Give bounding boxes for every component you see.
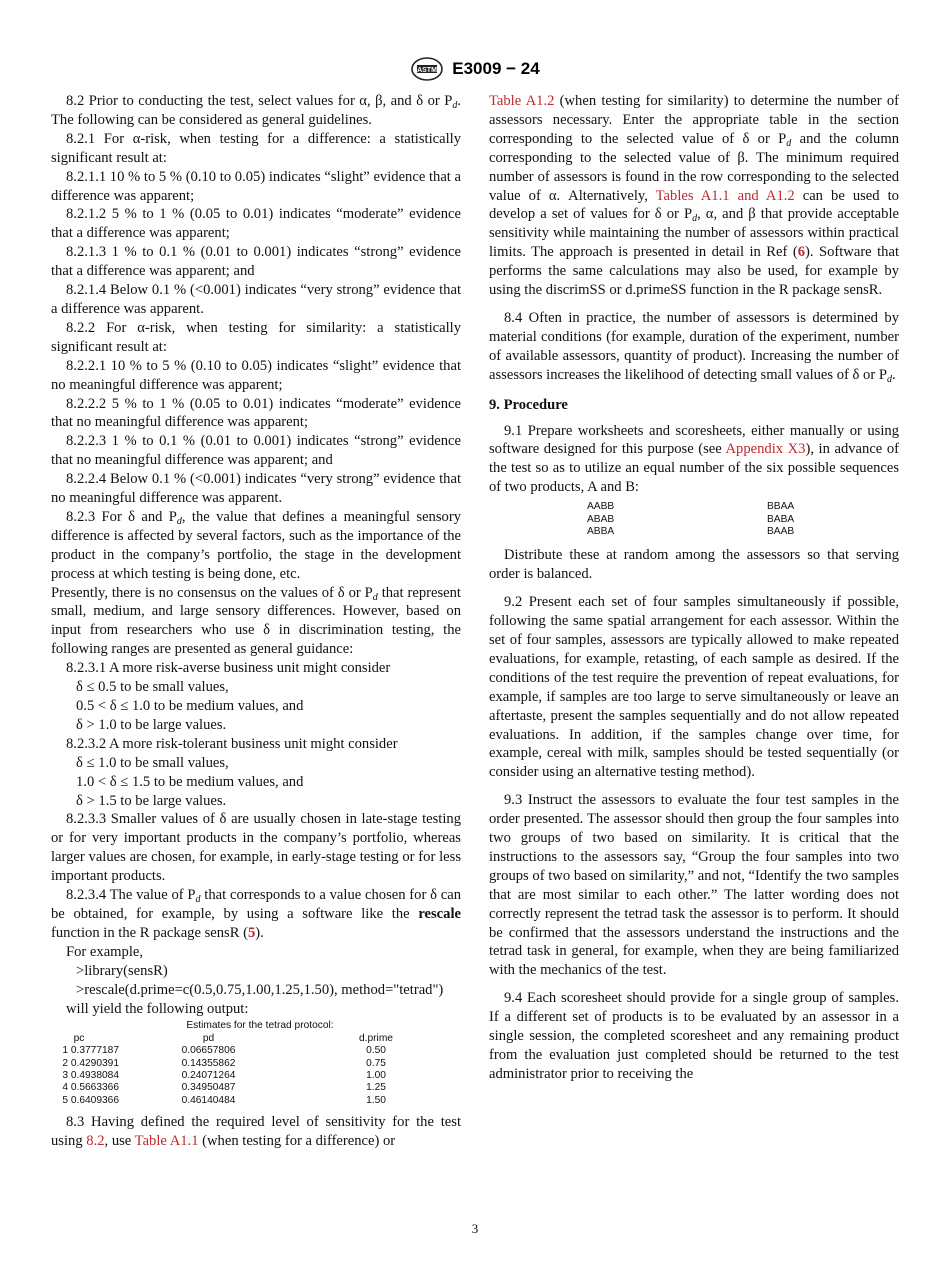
paragraph-8-2-2-1: 8.2.2.1 10 % to 5 % (0.10 to 0.05) indicates “slight” evidence that no meaningful difference was apparent; [51, 357, 461, 393]
table-row [51, 1082, 461, 1094]
appendix-link[interactable]: Appendix X3 [725, 441, 806, 458]
paragraph-9-2: 9.2 Present each set of four samples simultaneously if possible, following the same spatial arrangement for each assessor. Within the set of four samples, assessors are typically allowed to make repeated evaluations, for example, retasting, of each sample as desired. If the conditions of the test require the prevention of repeat evaluations, for example, if samples are too large to serve simultaneously or leave an aftertaste, present the samples sequentially and do not allow repeated evaluations. In addition, if the samples change over time, for example, cereal with milk, samples should be tested sequentially (or consider using an alternative testing method). [489, 594, 899, 781]
reference-link[interactable]: 5 [247, 924, 256, 941]
table-cell: 1.00 [366, 1070, 386, 1082]
distribute-text: Distribute these at random among the assessors so that serving order is balanced. [489, 547, 899, 583]
paragraph-8-2-3-1: 8.2.3.1 A more risk-averse business unit might consider [66, 660, 391, 677]
formula-line: δ ≤ 0.5 to be small values, [76, 679, 229, 696]
document-designation: E3009 − 24 [452, 59, 540, 78]
table-cell: 2 0.4290391 [62, 1057, 119, 1069]
table-row [51, 1095, 461, 1107]
right-column [489, 92, 899, 1084]
reference-link[interactable]: 6 [797, 244, 805, 261]
paragraph-9-3: 9.3 Instruct the assessors to evaluate the four test samples in the order presented. The assessor should then group the four samples into two groups of two based on similarity. It is critical that the instructions to the assessors say, “Group the four samples into two groups of two based on similarity,” and not, “Identify the two samples that are most similar to each other.” The latter wording does not correctly represent the tetrad task the assessor is to perform. It should be confirmed that the assessors understand the instructions and the tetrad task in general, for example, when they are being familiarized with the mechanics of the test. [489, 792, 899, 979]
paragraph-8-2-1-3: 8.2.1.3 1 % to 0.1 % (0.01 to 0.001) indicates “strong” evidence that a difference was apparent; and [51, 244, 461, 280]
table-cell: BAAB [767, 525, 795, 537]
table-cell: 1 0.3777187 [62, 1045, 119, 1057]
table-cell: ABAB [587, 513, 615, 525]
paragraph-8-2-1-2: 8.2.1.2 5 % to 1 % (0.05 to 0.01) indicates “moderate” evidence that a difference was apparent; [51, 206, 461, 242]
left-column [51, 92, 461, 1151]
column-header: pc [73, 1032, 85, 1044]
page-header [0, 56, 950, 82]
paragraph-8-2: 8.2 Prior to conducting the test, select values for α, β, and δ or $P_d$. The following can be considered as general guidelines. [51, 93, 461, 128]
table-cell: 0.46140484 [181, 1094, 236, 1106]
table-row [51, 1045, 461, 1057]
svg-text:ASTM: ASTM [417, 67, 438, 74]
column-header: d.prime [359, 1032, 393, 1044]
formula-line: δ ≤ 1.0 to be small values, [76, 754, 229, 771]
paragraph-9-1: 9.1 Prepare worksheets and scoresheets, either manually or using software designed for this purpose (see Appendix X3), in advance of the test so as to utilize an equal number of the six possible sequences of two products, A and B: [489, 422, 899, 496]
table-row [489, 501, 899, 513]
table-link[interactable]: Table A1.1 [134, 1133, 199, 1150]
column-header: pd [202, 1032, 215, 1044]
will-yield-text: will yield the following output: [66, 1000, 249, 1017]
table-row [489, 514, 899, 526]
formula-line: δ > 1.5 to be large values. [76, 792, 227, 809]
paragraph-8-2-2-2: 8.2.2.2 5 % to 1 % (0.05 to 0.01) indicates “moderate” evidence that no meaningful difference was apparent; [51, 395, 461, 431]
formula-line: 1.0 < δ ≤ 1.5 to be medium values, and [76, 773, 304, 790]
paragraph-8-3: 8.3 Having defined the required level of sensitivity for the test using 8.2, use Table A1.1 (when testing for a difference) or [51, 1114, 461, 1150]
table-cell: 0.06657806 [181, 1045, 236, 1057]
paragraph-8-4: 8.4 Often in practice, the number of assessors is determined by material conditions (for example, duration of the experiment, number of available assessors, quantity of product). Increasing the number of assessors increases the likelihood of detecting small values of δ or $P_d$. [489, 309, 899, 385]
paragraph-presently: Presently, there is no consensus on the values of δ or $P_d$ that represent small, medium, and large sensory differences. However, based on input from researchers who use δ in discrimination testing, the following ranges are presented as general guidance: [51, 584, 461, 658]
paragraph-8-2-3: 8.2.3 For δ and $P_d$, the value that defines a meaningful sensory difference is affected by several factors, such as the importance of the product in the company’s portfolio, the stage in the development process at which testing is being done, etc. [51, 508, 461, 582]
table-cell: AABB [587, 501, 615, 513]
code-line: >library(sensR) [76, 962, 168, 979]
table-cell: 0.50 [366, 1045, 386, 1057]
output-table-caption: Estimates for the tetrad protocol: [186, 1020, 334, 1032]
table-row [489, 526, 899, 538]
table-cell: 3 0.4938084 [62, 1070, 119, 1082]
paragraph-8-2-1: 8.2.1 For α-risk, when testing for a difference: a statistically significant result at: [51, 130, 461, 166]
table-row [51, 1058, 461, 1070]
output-table [51, 1020, 461, 1107]
table-cell: BBAA [767, 501, 795, 513]
output-table-header [51, 1033, 461, 1045]
table-cell: 4 0.5663366 [62, 1082, 119, 1094]
astm-logo-icon [410, 56, 444, 82]
paragraph-8-2-2: 8.2.2 For α-risk, when testing for similarity: a statistically significant result at: [51, 319, 461, 355]
table-cell: 1.25 [366, 1082, 386, 1094]
table-cell: 0.34950487 [181, 1082, 236, 1094]
paragraph-8-2-3-4: 8.2.3.4 The value of $P_d$ that corresponds to a value chosen for δ can be obtained, for example, by using a software like the rescale function in the R package sensR (5). [51, 887, 461, 941]
table-row [51, 1070, 461, 1082]
formula-line: 0.5 < δ ≤ 1.0 to be medium values, and [76, 698, 304, 714]
table-cell: BABA [767, 513, 795, 525]
formula-line: δ > 1.0 to be large values. [76, 716, 227, 733]
paragraph-9-4: 9.4 Each scoresheet should provide for a single group of samples. If a different set of products is to be evaluated by an assessor in a single session, the completed scoresheet and any remaining product from the evaluation just completed should be returned to the test administrator prior to receiving the [489, 990, 899, 1082]
page-number: 3 [471, 1221, 479, 1236]
section-heading: 9. Procedure [489, 396, 568, 413]
table-cell: ABBA [587, 525, 615, 537]
table-cell: 0.24071264 [181, 1070, 236, 1082]
paragraph-8-2-3-2: 8.2.3.2 A more risk-tolerant business unit might consider [66, 735, 398, 752]
table-cell: 0.14355862 [181, 1057, 236, 1069]
paragraph-8-2-1-1: 8.2.1.1 10 % to 5 % (0.10 to 0.05) indicates “slight” evidence that a difference was apparent; [51, 168, 461, 204]
table-link[interactable]: Table A1.2 [489, 93, 555, 109]
paragraph-8-2-3-3: 8.2.3.3 Smaller values of δ are usually chosen in late-stage testing or for very important products in the company’s portfolio, whereas larger values are chosen, for example, in early-stage testing or for less important products. [51, 811, 461, 885]
paragraph-8-2-1-4: 8.2.1.4 Below 0.1 % (<0.001) indicates “very strong” evidence that a difference was apparent. [51, 282, 461, 317]
table-cell: 1.50 [366, 1094, 386, 1106]
section-link[interactable]: 8.2 [86, 1133, 105, 1150]
paragraph-8-2-2-4: 8.2.2.4 Below 0.1 % (<0.001) indicates “very strong” evidence that no meaningful difference was apparent. [51, 471, 461, 507]
tables-link[interactable]: Tables A1.1 and A1.2 [655, 187, 795, 204]
sequence-table [489, 501, 899, 538]
paragraph-8-2-2-3: 8.2.2.3 1 % to 0.1 % (0.01 to 0.001) indicates “strong” evidence that no meaningful difference was apparent; and [51, 433, 461, 469]
table-cell: 5 0.6409366 [62, 1094, 119, 1106]
for-example-text: For example, [66, 943, 144, 960]
code-line: >rescale(d.prime=c(0.5,0.75,1.00,1.25,1.50), method="tetrad") [76, 981, 444, 998]
table-cell: 0.75 [366, 1057, 386, 1069]
paragraph-8-3-continued: Table A1.2 (when testing for similarity) to determine the number of assessors necessary. Enter the appropriate table in the section corresponding to the selected value of δ or $P_d$ and the column corresponding to the selected value of β. The minimum required number of assessors is found in the row corresponding to the selected value of α. Alternatively, Tables A1.1 and A1.2 can be used to develop a set of values for δ or $P_d$, α, and β that provide acceptable sensitivity while maintaining the number of assessors within practical limits. The approach is presented in detail in Ref (6). Software that performs the same calculations may also be used, for example by using the discrimSS or d.primeSS function in the R package sensR. [489, 93, 900, 299]
